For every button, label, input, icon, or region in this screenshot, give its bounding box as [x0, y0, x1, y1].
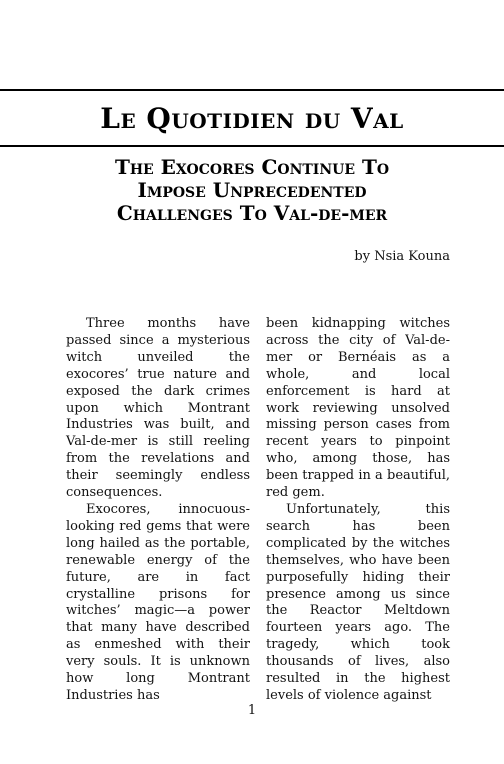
paragraph: been kidnapping witches across the city of Val-de-mer or Bernéais as a whole, and local enforcement is hard at work reviewing unsolved missing person cases from recent years to pinpoint who, among those, has been trapped in a beautiful, red gem. [266, 316, 450, 501]
article-headline [60, 156, 444, 225]
headline-line: Challenges To Val-de-mer [116, 201, 388, 225]
article-column-right [266, 316, 450, 705]
byline: by Nsia Kouna [354, 249, 450, 264]
paragraph: Three months have passed since a mysterious witch unveiled the exocores’ true nature and exposed the dark crimes upon which Montrant Industries was built, and Val-de-mer is still reeling from the revelations and their seemingly endless consequences. [66, 316, 250, 501]
page-number: 1 [247, 703, 257, 718]
paragraph: Unfortunately, this search has been complicated by the witches themselves, who have been purposefully hiding their presence among us since the Reactor Meltdown fourteen years ago. The tragedy, which took thousands of lives, also resulted in the highest levels of violence against [266, 501, 450, 703]
headline-line: The Exocores Continue To [114, 155, 390, 179]
masthead-top-rule [0, 89, 504, 91]
masthead-bottom-rule [0, 145, 504, 147]
masthead-title: Le Quotidien du Val [100, 101, 404, 135]
article-column-left [66, 316, 250, 705]
paragraph: Exocores, innocuous-looking red gems that were long hailed as the portable, renewable energy of the future, are in fact crystalline prisons for witches’ magic—a power that many have described as enmeshed with their very souls. It is unknown how long Montrant Industries has [66, 501, 250, 703]
headline-line: Impose Unprecedented [137, 178, 367, 202]
